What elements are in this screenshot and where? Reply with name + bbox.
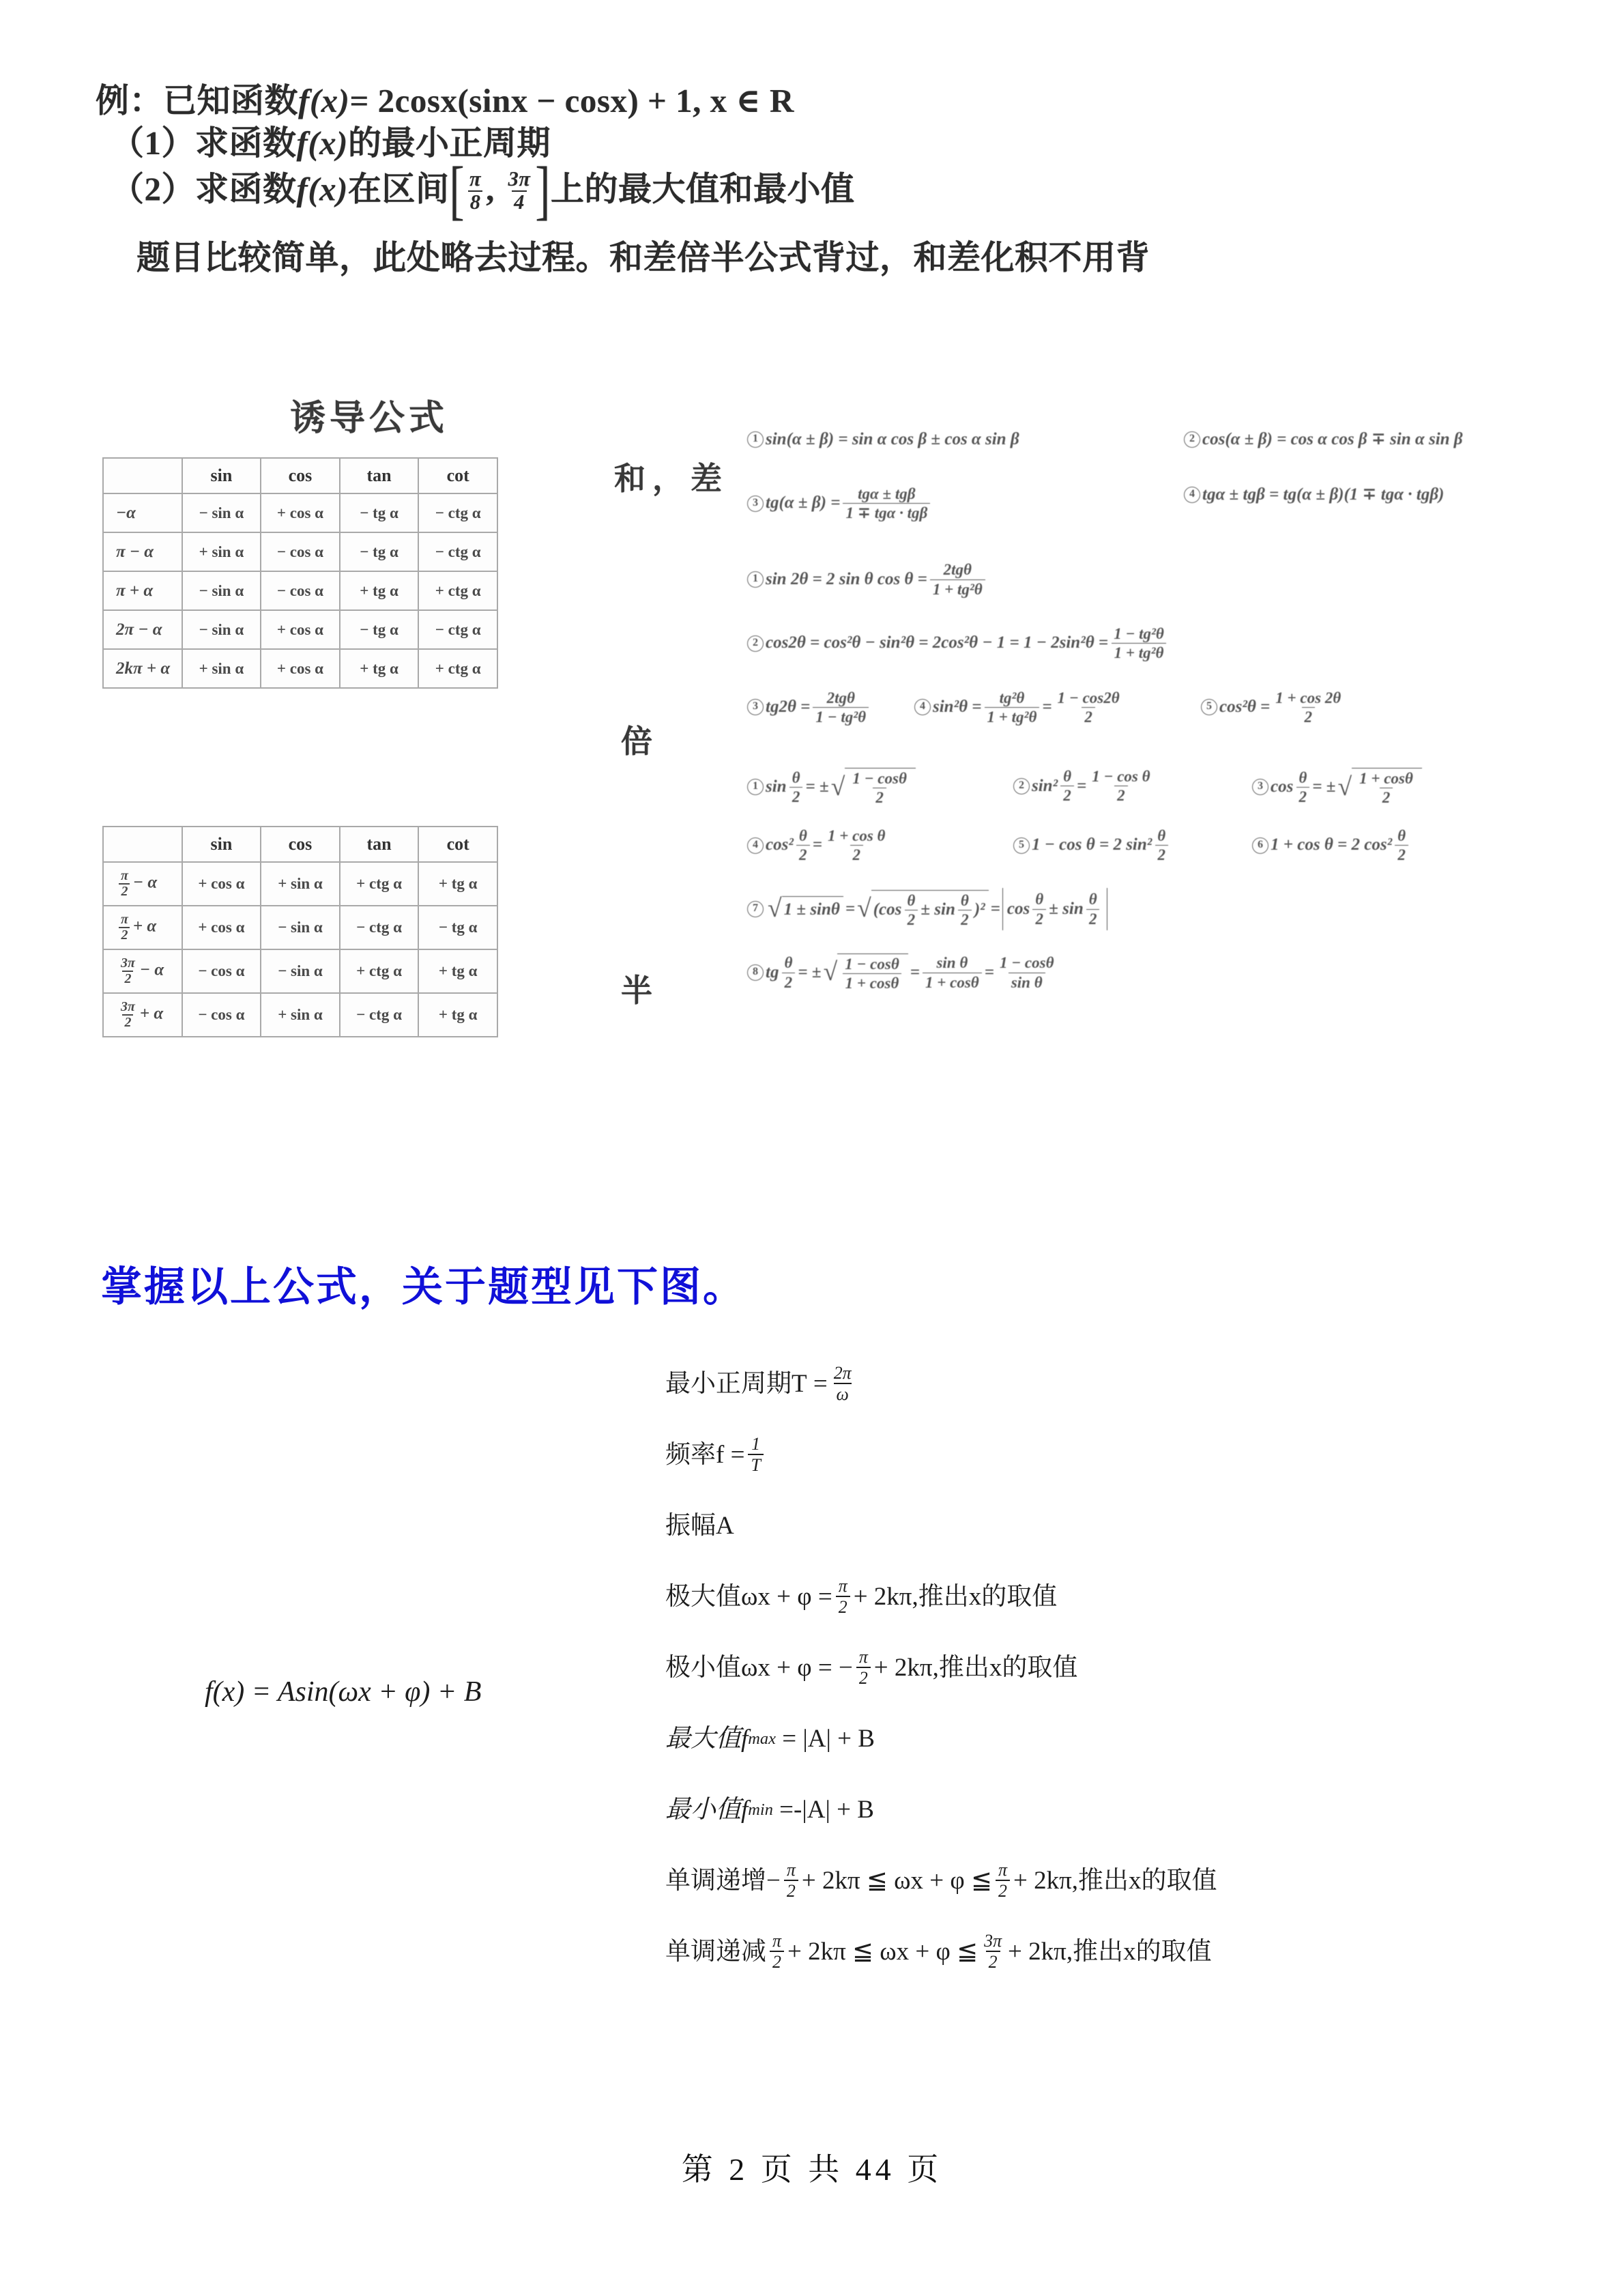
formula-cos-squared-half: 4 cos² $\frac{\theta}{2}$ = $\frac{\text{1 + cos θ}}{2}$ [747, 827, 1013, 864]
header-cot: cot [418, 827, 497, 862]
table-row [103, 862, 497, 906]
bullet-8-icon: 8 [747, 964, 764, 981]
header-cot: cot [418, 458, 497, 493]
sin-squared-fraction-1: $\frac{\text{tg²θ}}{\text{1 + tg²θ}}$ [985, 689, 1040, 726]
table-row [103, 532, 497, 571]
frequency-fraction: $\frac{1}{T}$ [748, 1435, 763, 1475]
bullet-4-icon: 4 [1184, 487, 1200, 503]
cell-cot: + tg α [418, 993, 497, 1037]
section-label-sum-difference: 和，差 [614, 461, 729, 496]
bullet-2-icon: 2 [1013, 778, 1030, 794]
cell-tan: + tg α [340, 571, 419, 610]
q1-number: （1） [111, 124, 196, 162]
cell-cos: + cos α [261, 493, 340, 532]
formula-sin-sum: 1 sin(α ± β) = sin α cos β ± cos α sin β [747, 430, 1184, 450]
row-angle-op: + α [139, 1004, 164, 1023]
property-decreasing-interval: 单调递减 $\frac{\pi}{2}$ + 2kπ ≦ ωx + φ ≦ $\frac{3\pi}{2}$ + 2kπ,推出x的取值 [665, 1930, 1212, 1972]
property-min-value: 最小值f min =-|A| + B [665, 1795, 874, 1824]
cell-sin: − cos α [182, 949, 261, 993]
sqrt-icon: √ (cos $\frac{\theta}{2}$ ± sin $\frac{\theta}{2}$ )² [857, 890, 989, 929]
decreasing-fraction-left: $\frac{\pi}{2}$ [770, 1932, 784, 1972]
h7-abs-arg-1: $\frac{\theta}{2}$ [1032, 891, 1046, 928]
example-question-1 [96, 123, 1331, 164]
formula-tan-half: 8 tg $\frac{\theta}{2}$ = ± √ $\frac{1 - \cos\theta}{1 + \cos\theta}$ = $\frac{\text{sin θ}}{1 + \cos\theta}$ = $\frac{1 - \cos\theta}{\text{sin θ}}$ [747, 953, 1060, 992]
one-plus-cos-fraction: $\frac{\theta}{2}$ [1395, 827, 1408, 864]
row-angle-fraction: $\frac{\pi}{2}$ [119, 869, 130, 899]
tan2theta-fraction: $\frac{\text{2tgθ}}{\text{1 − tg²θ}}$ [813, 689, 869, 726]
header-cos: cos [261, 458, 340, 493]
cell-tan: − ctg α [340, 993, 419, 1037]
table-row [103, 949, 497, 993]
cos2-half-fraction: $\frac{\text{1 + cos θ}}{2}$ [828, 827, 886, 864]
cell-cot: + tg α [418, 949, 497, 993]
example-problem-block [96, 81, 1331, 280]
cell-cot: − ctg α [418, 493, 497, 532]
cell-sin: + sin α [182, 649, 261, 688]
interval-left-fraction: $\frac{\pi}{8}$ [467, 169, 483, 213]
cell-cos: + cos α [261, 649, 340, 688]
formula-column [747, 430, 1542, 1013]
cos2theta-fraction: $\frac{\text{1 − tg²θ}}{\text{1 + tg²θ}}$ [1111, 625, 1167, 662]
q1-text-a: 求函数 [195, 124, 297, 162]
cell-cos: + sin α [261, 993, 340, 1037]
example-prefix: 例：已知函数 [96, 82, 299, 119]
example-body: = 2cosx(sinx − cosx) + 1, x ∈ R [349, 82, 794, 119]
table-row [103, 993, 497, 1037]
cell-tan: − tg α [340, 493, 419, 532]
bullet-3-icon: 3 [747, 496, 764, 512]
formula-sin-squared: 4 sin²θ = $\frac{\text{tg²θ}}{\text{1 + tg²θ}}$ = $\frac{1 - \cos 2\theta}{2}$ [914, 689, 1201, 726]
bullet-6-icon: 6 [1252, 837, 1268, 854]
cell-cot: + tg α [418, 862, 497, 906]
row-angle [103, 906, 182, 949]
bracket-close: ] [535, 154, 551, 227]
header-tan: tan [340, 827, 419, 862]
increasing-fraction-left: $\frac{\pi}{2}$ [784, 1861, 798, 1901]
row-angle: 2π − α [103, 610, 182, 649]
bullet-4-icon: 4 [747, 837, 764, 854]
formula-tan-sum-expanded: 4 tgα ± tgβ = tg(α ± β)(1 ∓ tgα · tgβ) [1184, 485, 1444, 505]
bullet-5-icon: 5 [1201, 699, 1217, 715]
row-angle-fraction: $\frac{3\pi}{2}$ [121, 999, 135, 1030]
induction-table-title: 诱导公式 [290, 399, 449, 438]
cell-cos: − cos α [261, 571, 340, 610]
section-label-half-angle: 半 [621, 973, 659, 1008]
q1-fx: f(x) [296, 124, 348, 162]
interval-right-fraction: $\frac{3\pi}{4}$ [508, 167, 531, 214]
sqrt-icon: √ $\frac{1 - \cos\theta}{1 + \cos\theta}$ [824, 953, 908, 992]
max-point-fraction: $\frac{\pi}{2}$ [836, 1577, 850, 1617]
cell-sin: − sin α [182, 610, 261, 649]
header-blank [103, 458, 182, 493]
cell-cos: − cos α [261, 532, 340, 571]
induction-table-basic [102, 457, 498, 689]
interval-comma: , [486, 170, 504, 208]
section-heading-blue: 掌握以上公式，关于题型见下图。 [101, 1265, 746, 1310]
row-angle [103, 949, 182, 993]
sine-function-label: f(x) = Asin(ωx + φ) + B [205, 1676, 482, 1708]
cell-sin: − sin α [182, 493, 261, 532]
bracket-open: [ [449, 154, 465, 227]
header-sin: sin [182, 458, 261, 493]
section-label-double-angle: 倍 [621, 724, 659, 759]
property-amplitude: 振幅A [665, 1511, 734, 1540]
property-max-value: 最大值f max = |A| + B [665, 1724, 875, 1753]
cell-cos: + cos α [261, 610, 340, 649]
q2-text-a: 求函数 [195, 170, 297, 208]
row-angle [103, 993, 182, 1037]
tan-half-arg-fraction: $\frac{\theta}{2}$ [781, 954, 795, 991]
formula-cos-2theta: 2 cos2θ = cos²θ − sin²θ = 2cos²θ − 1 = 1 − 2sin²θ = $\frac{\text{1 − tg²θ}}{\text{1 + tg²θ}}$ [747, 625, 1170, 662]
formula-sin-half: 1 sin $\frac{\theta}{2}$ = ± √ $\frac{1 - \cos\theta}{2}$ [747, 768, 1013, 807]
cos2-half-arg-fraction: $\frac{\theta}{2}$ [796, 827, 810, 864]
sqrt-icon: √ 1 ± sinθ [768, 896, 843, 922]
formula-sqrt-one-pm-sin: 7 √ 1 ± sinθ = √ (cos $\frac{\theta}{2}$ ± sin $\frac{\theta}{2}$ )² = cos $\frac{\theta}{2}$ ± sin $\frac{\theta}{2}$ [747, 888, 1110, 930]
cell-cos: − sin α [261, 949, 340, 993]
row-angle: 2kπ + α [103, 649, 182, 688]
header-tan: tan [340, 458, 419, 493]
row-angle-op: − α [139, 960, 164, 979]
tan-sum-fraction: $\frac{\text{tgα ± tgβ}}{\text{1 ∓ tgα · tgβ}}$ [843, 485, 930, 522]
q2-text-b: 在区间 [347, 170, 450, 208]
table-header-row [103, 458, 497, 493]
example-note: 题目比较简单，此处略去过程。和差倍半公式背过，和差化积不用背 [136, 239, 1150, 277]
formula-cos-squared: 5 cos²θ = $\frac{1 + \cos 2\theta}{2}$ [1201, 689, 1346, 726]
table-row [103, 571, 497, 610]
bullet-3-icon: 3 [1252, 779, 1268, 795]
cell-cot: − ctg α [418, 610, 497, 649]
formula-sin-squared-half: 2 sin² $\frac{\theta}{2}$ = $\frac{\text{1 − cos θ}}{2}$ [1013, 768, 1252, 805]
row-angle-fraction: $\frac{\pi}{2}$ [119, 913, 130, 943]
q2-number: （2） [111, 170, 196, 208]
formula-figure [102, 389, 1542, 1181]
cell-sin: + sin α [182, 532, 261, 571]
property-frequency: 频率f = $\frac{1}{T}$ [665, 1429, 1525, 1481]
bullet-3-icon: 3 [747, 699, 764, 715]
increasing-fraction-right: $\frac{\pi}{2}$ [996, 1861, 1010, 1901]
row-angle: −α [103, 493, 182, 532]
formula-one-minus-cos: 5 1 − cos θ = 2 sin² $\frac{\theta}{2}$ [1013, 827, 1252, 864]
sin2theta-fraction: $\frac{\text{2tgθ}}{\text{1 + tg²θ}}$ [930, 561, 985, 598]
tan-half-fraction-3: $\frac{1 - \cos\theta}{\text{sin θ}}$ [999, 954, 1054, 991]
header-sin: sin [182, 827, 261, 862]
formula-sin-2theta: 1 sin 2θ = 2 sin θ cos θ = $\frac{\text{2tgθ}}{\text{1 + tg²θ}}$ [747, 561, 988, 598]
cell-cot: − tg α [418, 906, 497, 949]
cell-cot: + ctg α [418, 649, 497, 688]
one-minus-cos-fraction: $\frac{\theta}{2}$ [1155, 827, 1168, 864]
double-angle-formulas [747, 561, 1542, 726]
bullet-2-icon: 2 [1184, 431, 1200, 448]
cell-cos: + sin α [261, 862, 340, 906]
cell-tan: + ctg α [340, 862, 419, 906]
cos-half-fraction: $\frac{1 + \cos\theta}{2}$ [1359, 770, 1413, 807]
cell-cos: − sin α [261, 906, 340, 949]
sum-difference-formulas [747, 430, 1542, 521]
bullet-5-icon: 5 [1013, 837, 1030, 854]
induction-table-half-pi [102, 826, 498, 1037]
row-angle-op: + α [132, 917, 157, 936]
absolute-value-bars: cos $\frac{\theta}{2}$ ± sin $\frac{\theta}{2}$ [1002, 888, 1107, 930]
sine-property-list [665, 1358, 1525, 1997]
table-row [103, 493, 497, 532]
half-angle-formulas [747, 768, 1542, 992]
cell-tan: − ctg α [340, 906, 419, 949]
row-angle: π + α [103, 571, 182, 610]
cell-tan: + tg α [340, 649, 419, 688]
q2-text-c: 上的最大值和最小值 [550, 170, 855, 208]
property-increasing-interval: 单调递增− $\frac{\pi}{2}$ + 2kπ ≦ ωx + φ ≦ $\frac{\pi}{2}$ + 2kπ,推出x的取值 [665, 1859, 1217, 1901]
cell-tan: + ctg α [340, 949, 419, 993]
cos-squared-fraction: $\frac{1 + \cos 2\theta}{2}$ [1275, 689, 1342, 726]
tan-half-fraction-2: $\frac{\text{sin θ}}{1 + \cos\theta}$ [923, 954, 982, 991]
table-row [103, 906, 497, 949]
q2-fx: f(x) [296, 170, 348, 208]
bullet-2-icon: 2 [747, 635, 764, 652]
h7-arg-1: $\frac{\theta}{2}$ [904, 892, 918, 929]
sin-half-fraction: $\frac{1 - \cos\theta}{2}$ [852, 770, 907, 807]
decreasing-fraction-right: $\frac{3\pi}{2}$ [984, 1930, 1002, 1972]
page-footer: 第 2 页 共 44 页 [681, 2152, 943, 2187]
table-row [103, 610, 497, 649]
header-cos: cos [261, 827, 340, 862]
table-header-row [103, 827, 497, 862]
cell-sin: − sin α [182, 571, 261, 610]
header-blank [103, 827, 182, 862]
min-point-fraction: $\frac{\pi}{2}$ [856, 1648, 871, 1688]
cell-sin: − cos α [182, 993, 261, 1037]
q1-text-b: 的最小正周期 [347, 124, 551, 162]
formula-cos-half: 3 cos $\frac{\theta}{2}$ = ± √ $\frac{1 + \cos\theta}{2}$ [1252, 768, 1424, 807]
cell-tan: − tg α [340, 532, 419, 571]
h7-abs-arg-2: $\frac{\theta}{2}$ [1086, 891, 1100, 928]
bullet-1-icon: 1 [747, 431, 764, 448]
formula-tan-sum: 3 tg(α ± β) = $\frac{\text{tgα ± tgβ}}{\text{1 ∓ tgα · tgβ}}$ [747, 485, 1184, 522]
table-row [103, 649, 497, 688]
tan-half-fraction-1: $\frac{1 - \cos\theta}{1 + \cos\theta}$ [842, 956, 902, 992]
cell-cot: − ctg α [418, 532, 497, 571]
sin2-half-arg-fraction: $\frac{\theta}{2}$ [1060, 768, 1074, 805]
sqrt-icon: √ $\frac{1 - \cos\theta}{2}$ [831, 768, 916, 807]
cell-cot: + ctg α [418, 571, 497, 610]
h7-arg-2: $\frac{\theta}{2}$ [958, 892, 972, 929]
cell-tan: − tg α [340, 610, 419, 649]
sqrt-icon: √ $\frac{1 + \cos\theta}{2}$ [1338, 768, 1422, 807]
row-angle: π − α [103, 532, 182, 571]
formula-one-plus-cos: 6 1 + cos θ = 2 cos² $\frac{\theta}{2}$ [1252, 827, 1411, 864]
bullet-7-icon: 7 [747, 901, 764, 917]
property-maximum-point: 极大值ωx + φ = $\frac{\pi}{2}$ + 2kπ,推出x的取值 [665, 1575, 1058, 1617]
sin2-half-fraction: $\frac{\text{1 − cos θ}}{2}$ [1092, 768, 1150, 805]
sin-half-arg-fraction: $\frac{\theta}{2}$ [789, 769, 803, 806]
row-angle-op: − α [132, 873, 158, 892]
formula-cos-sum: 2 cos(α ± β) = cos α cos β ∓ sin α sin β [1184, 430, 1463, 450]
sin-squared-fraction-2: $\frac{1 - \cos 2\theta}{2}$ [1057, 689, 1120, 726]
example-fx: f(x) [298, 82, 350, 119]
property-minimum-point: 极小值ωx + φ = − $\frac{\pi}{2}$ + 2kπ,推出x的取值 [665, 1646, 1078, 1688]
cos-half-arg-fraction: $\frac{\theta}{2}$ [1296, 769, 1309, 806]
bullet-1-icon: 1 [747, 779, 764, 795]
bullet-1-icon: 1 [747, 571, 764, 588]
row-angle-fraction: $\frac{3\pi}{2}$ [121, 956, 135, 986]
period-fraction: $\frac{2\pi}{\omega}$ [833, 1362, 852, 1404]
formula-tan-2theta: 3 tg2θ = $\frac{\text{2tgθ}}{\text{1 − tg²θ}}$ [747, 689, 914, 726]
bullet-4-icon: 4 [914, 699, 931, 715]
example-statement-line [96, 81, 1331, 121]
property-period: 最小正周期T = $\frac{2\pi}{\omega}$ [665, 1358, 1525, 1410]
cell-sin: + cos α [182, 862, 261, 906]
row-angle [103, 862, 182, 906]
example-question-2 [96, 154, 1331, 227]
cell-sin: + cos α [182, 906, 261, 949]
